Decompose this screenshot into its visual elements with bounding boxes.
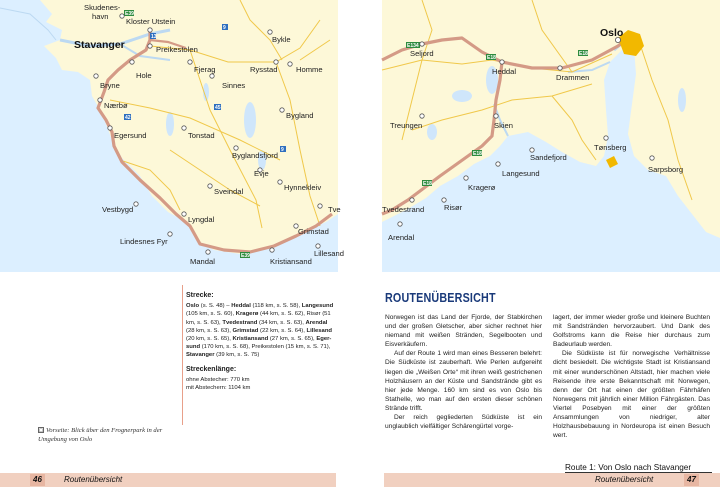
map-label-egersund: Egersund (114, 131, 147, 140)
map-label-skien: Skien (494, 121, 513, 130)
laenge-without: ohne Abstecher: 770 km (186, 376, 250, 383)
laenge-heading: Streckenlänge: (186, 365, 237, 373)
map-label-vestbygd: Vestbygd (102, 205, 134, 214)
map-label-sinnes: Sinnes (222, 81, 246, 90)
strecke-list: Oslo (s. S. 48) – Heddal (118 km, s. S. 58), Langesund (105 km, s. S. 60), Kragerø (44 km, s. S. 62), Risør (51 km, s. S. 63), Tvedestrand (34 km, s. S. 63), Arendal (28 km, s. S. 63), Grimstad (22 km, s. S. 64), Lillesand (20 km, s. S. 65), Kristiansand (27 km, s. S. 65), Eger- sund (170 km, s. S. 68), Preikestolen (15 km, s. S. 71), Stavanger (39 km, s. S. 75) (186, 303, 334, 359)
map-label-lindesnes: Lindesnes Fyr (120, 237, 168, 246)
map-label-stavanger: Stavanger (74, 39, 125, 51)
map-label-sveindal: Sveindal (214, 187, 244, 196)
map-label-byglandsfjord: Byglandsfjord (232, 151, 279, 160)
laenge-with: mit Abstechern: 1104 km (186, 385, 251, 392)
left-road-num: E39 (241, 253, 250, 259)
map-label-bygland: Bygland (286, 111, 314, 120)
map-label-rysstad: Rysstad (250, 65, 278, 74)
page-title: ROUTENÜBERSICHT (385, 291, 496, 305)
right-road-num: E18 (473, 151, 482, 157)
caption-text: Vorseite: Blick über den Frognerpark in der Umgebung von Oslo (38, 427, 163, 443)
map-label-skudeneshavn: Skudenes- (84, 3, 121, 12)
map-label-bryne: Bryne (100, 81, 120, 90)
map-label-treungen: Treungen (390, 121, 423, 130)
map-label-tonstad: Tonstad (188, 131, 215, 140)
paragraph: Die Südküste ist für norwegische Verhältnisse dicht besiedelt. Die wichtigste Stadt ist Kristiansand mit einer wunderschönen Altstadt, hier machen viele Reisende ihre erste Bekanntschaft mit Norwegen, denn der Ort hat einen der größten Fährhäfen Norwegens mit jährlich einer Million Fährgästen. Das Viertel Posebyen mit einer der größten Ansammlungen von niedriger, alter Holzhausbebauung in Nordeuropa ist einen Besuch wert. (553, 350, 710, 440)
map-label-hynnekleiv: Hynnekleiv (284, 183, 322, 192)
map-label-skudeneshavn: havn (92, 12, 109, 21)
left-road-num: 45 (215, 105, 221, 111)
left-map-graphic (0, 0, 344, 272)
right-road-num: E18 (579, 51, 588, 57)
map-label-arendal: Arendal (388, 233, 415, 242)
left-road-num: 9 (223, 25, 226, 31)
map-label-sarpsborg: Sarpsborg (648, 165, 684, 174)
map-label-preikestolen: Preikestolen (156, 45, 198, 54)
photo-caption (38, 427, 184, 444)
map-label-sandefjord: Sandefjord (530, 153, 567, 162)
right-road-num: E134 (407, 43, 419, 49)
footer-band-right (384, 473, 720, 487)
paragraph: Norwegen ist das Land der Fjorde, der Stabkirchen und der großen Gletscher, aber sicher rechnet hier niemand mit weißen Stränden, Segelbooten und Eisverkäufern. (385, 314, 542, 349)
photo-ref-icon: ☐ (39, 428, 44, 433)
footer-title-right: Routenübersicht (595, 475, 654, 484)
paragraph: Auf der Route 1 wird man eines Besseren belehrt: Die Südküste ist zauberhaft. Wie Perlen aufgereiht liegen die „Weißen Orte“ mit ihren weiß gestrichenen Holzhäusern an der Küste und Sandstrände gibt es hier jede Menge. 160 km sind es von Oslo bis Stathelle, wo man auf den ersten dieser schönen Strände trifft. (385, 350, 542, 412)
page-number-left: 46 (30, 474, 45, 486)
map-label-langesund: Langesund (502, 169, 540, 178)
right-road-num: E18 (423, 181, 432, 187)
article-column-1 (385, 313, 542, 431)
map-label-drammen: Drammen (556, 73, 590, 82)
map-label-kristiansand: Kristiansand (270, 257, 312, 266)
footer-title-left: Routenübersicht (64, 475, 123, 484)
map-label-tonsberg: Tønsberg (594, 143, 627, 152)
map-label-naerbo: Nærbø (104, 101, 128, 110)
paragraph: Der reich gegliederten Südküste ist ein unglaublich vielfältiger Schärengürtel vorge- (385, 414, 542, 431)
right-road-num: E18 (487, 55, 496, 61)
map-label-kragero: Kragerø (468, 183, 496, 192)
left-road-num: E39 (125, 11, 134, 17)
map-label-evje: Evje (254, 169, 269, 178)
map-label-tvedestrand: Tve (328, 205, 341, 214)
running-head: Route 1: Von Oslo nach Stavanger (565, 463, 692, 472)
map-label-tvedestrand: Tvedestrand (382, 205, 425, 214)
map-label-grimstad: Grimstad (298, 227, 329, 236)
map-label-fjerag: Fjerag (194, 65, 216, 74)
map-label-risor: Risør (444, 203, 463, 212)
left-road-num: 9 (281, 147, 284, 153)
map-label-lillesand: Lillesand (314, 249, 344, 258)
left-map (0, 0, 344, 272)
map-label-seljord: Seljord (410, 49, 434, 58)
page-number-right: 47 (684, 474, 699, 486)
map-label-mandal: Mandal (190, 257, 215, 266)
route-info (186, 292, 336, 392)
right-map-graphic (382, 0, 720, 272)
strecke-heading: Strecke: (186, 292, 214, 299)
map-label-oslo: Oslo (600, 27, 624, 39)
left-road-num: 13 (151, 34, 157, 40)
left-road-num: 42 (125, 115, 131, 121)
map-label-heddal: Heddal (492, 67, 517, 76)
map-label-kloster-utstein: Kloster Utstein (126, 17, 176, 26)
map-label-hole: Hole (136, 71, 152, 80)
footer-band-left (0, 473, 336, 487)
article-column-2 (553, 313, 710, 440)
info-rule (182, 285, 183, 425)
map-label-lyngdal: Lyngdal (188, 215, 215, 224)
paragraph: lagert, der immer wieder große und kleinere Buchten mit Sandstränden hervorzaubert. Und Dank des Golfstroms kann die Reise hier durchaus zum Badeurlaub werden. (553, 314, 710, 349)
right-map (382, 0, 720, 272)
map-label-bykle: Bykle (272, 35, 291, 44)
map-label-homme: Homme (296, 65, 323, 74)
